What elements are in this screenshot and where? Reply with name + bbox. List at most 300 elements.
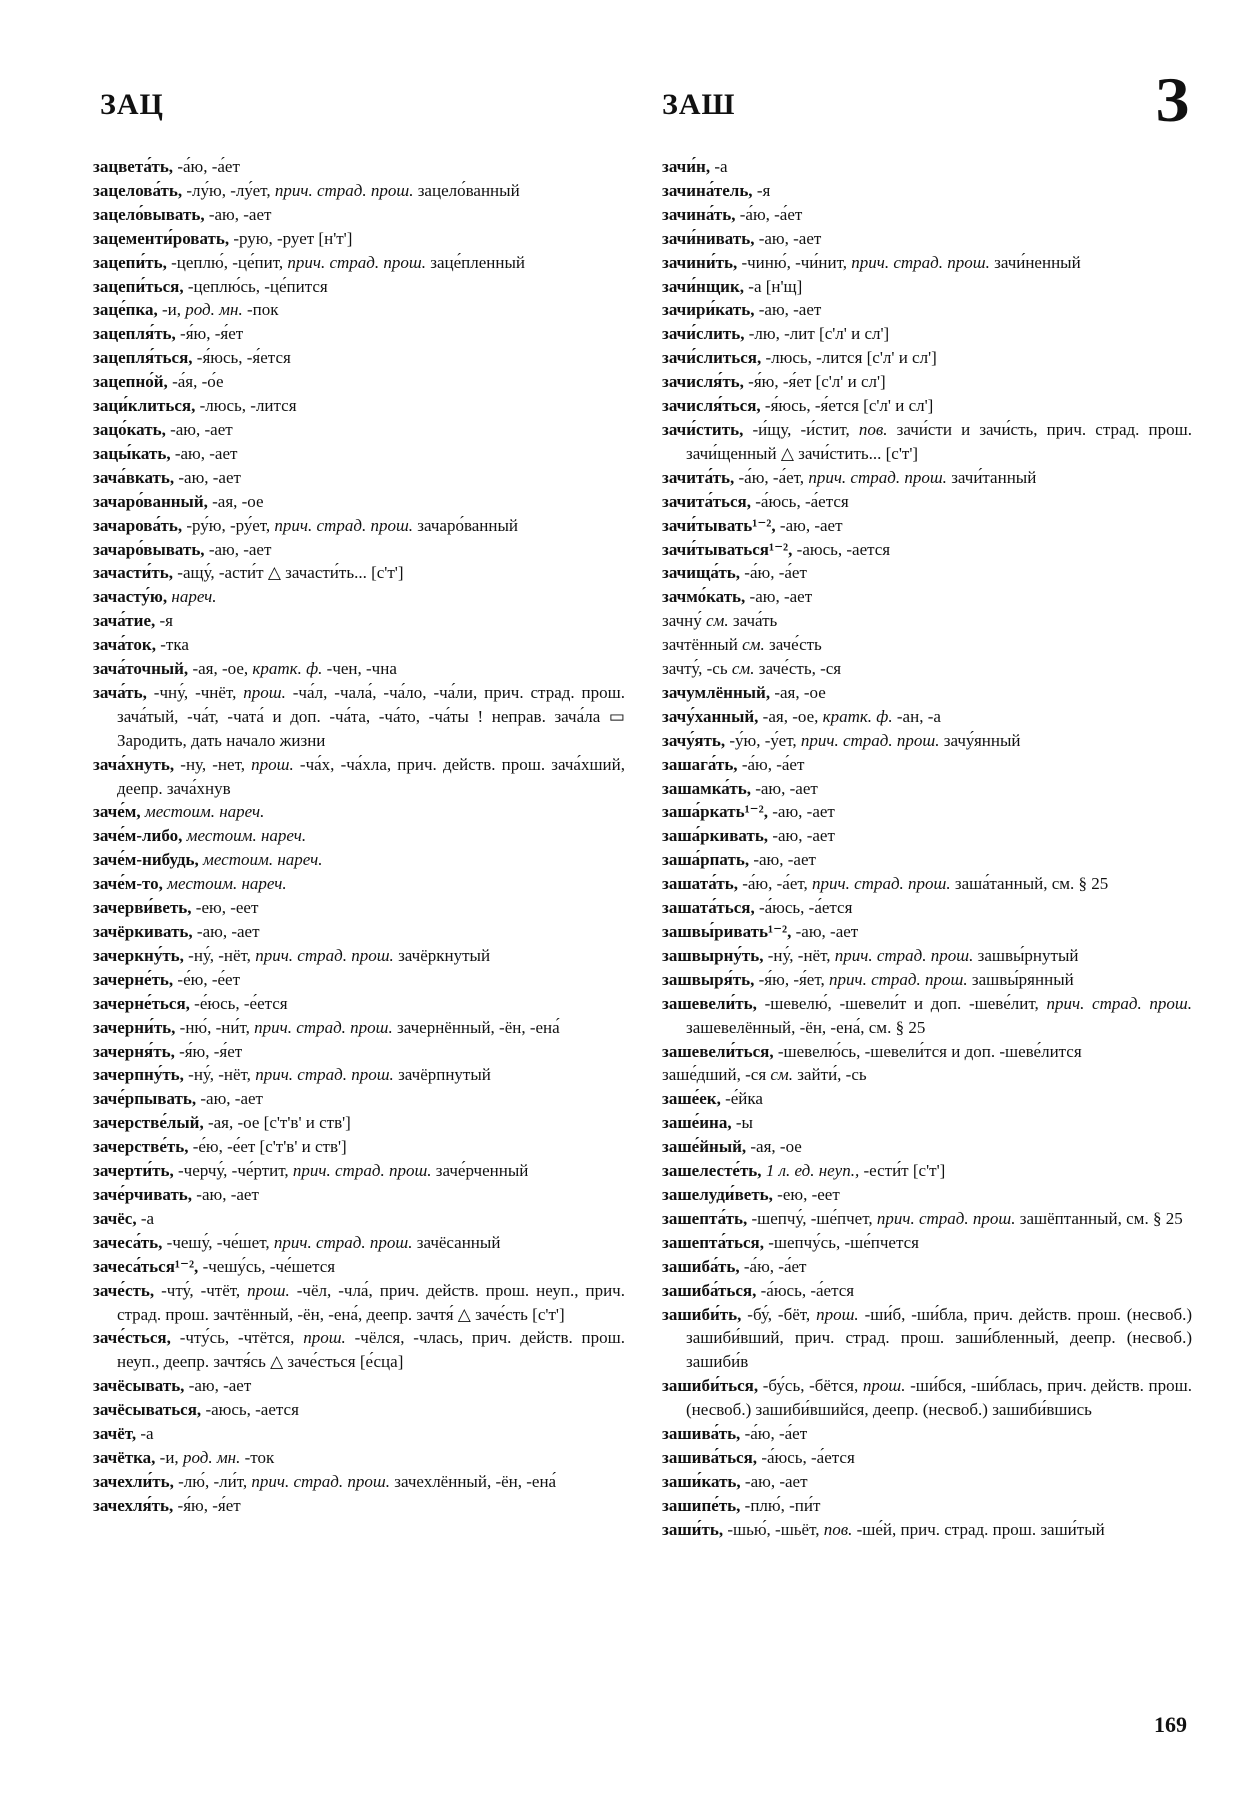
grammar-label: прич. страд. прош.: [1046, 993, 1192, 1013]
entry-forms: -аю, -ает: [750, 778, 818, 798]
headword: зачехли́ть,: [93, 1471, 174, 1491]
grammar-label: нареч.: [171, 587, 217, 607]
right-column: [662, 155, 1192, 1542]
entry-forms: -лю, -лит [с'л' и сл']: [744, 324, 890, 344]
dictionary-entry: [662, 1470, 1192, 1494]
entry-forms: -я́юсь, -я́ется: [192, 348, 291, 368]
headword: заче́м-либо,: [93, 826, 183, 846]
headword: зачасти́ть,: [93, 563, 174, 583]
entry-forms: -и́щу, -и́стит,: [743, 419, 859, 439]
headword: зашиба́ться,: [662, 1280, 757, 1300]
dictionary-entry: [662, 1374, 1192, 1422]
entry-forms: -е́йка: [720, 1089, 763, 1109]
grammar-label: род. мн.: [185, 300, 243, 320]
headword: заше́йный,: [662, 1137, 747, 1157]
dictionary-entry: [93, 896, 625, 920]
entry-forms-tail: зашевелённый, -ён, -ена́, см. § 25: [686, 1017, 926, 1037]
grammar-label: прич. страд. прош.: [274, 180, 414, 200]
entry-forms: зачтённый: [662, 635, 743, 655]
headword: зачерне́ть,: [93, 969, 174, 989]
headword: зачи́слиться,: [662, 348, 762, 368]
dictionary-entry: [662, 394, 1192, 418]
entry-forms-tail: заче́сть: [764, 635, 822, 655]
grammar-label: прич. страд. прош.: [255, 945, 394, 965]
entry-forms: зачну́: [662, 611, 706, 631]
entry-forms-tail: заче́рченный: [431, 1161, 529, 1181]
headword: зача́хнуть,: [93, 754, 175, 774]
dictionary-entry: [93, 992, 625, 1016]
entry-forms: -цеплю́, -це́пит,: [166, 252, 288, 272]
dictionary-entry: [662, 275, 1192, 299]
dictionary-entry: [93, 227, 625, 251]
entry-forms: -а: [710, 157, 728, 176]
headword: заша́рпать,: [662, 850, 750, 870]
dictionary-entry: [662, 848, 1192, 872]
entry-forms-tail: зачи́танный: [946, 467, 1037, 487]
dictionary-entry: [662, 753, 1192, 777]
entry-forms: -цеплю́сь, -це́пится: [183, 276, 328, 296]
dictionary-entry: [93, 1446, 625, 1470]
entry-forms-tail: -ток: [240, 1447, 275, 1467]
entry-forms: -аюсь, -ается: [792, 539, 891, 559]
headword: заша́ркать¹⁻²,: [662, 802, 768, 822]
headword: зашвырну́ть,: [662, 945, 764, 965]
dictionary-entry: [93, 1183, 625, 1207]
entry-forms: -шевелю́, -шевели́т и доп. -шеве́лит,: [756, 993, 1047, 1013]
entry-forms: -шепчу́, -ше́пчет,: [747, 1208, 877, 1228]
dictionary-entry: [93, 561, 625, 585]
grammar-label: прич. страд. прош.: [274, 515, 414, 535]
grammar-label: см.: [770, 1065, 794, 1085]
headword: заче́м-то,: [93, 874, 163, 894]
grammar-label: прош.: [251, 754, 294, 774]
grammar-label: прич. страд. прош.: [254, 1017, 393, 1037]
entry-forms-tail: -пок: [242, 300, 279, 320]
entry-forms: -а́ю, -а́ет: [740, 1424, 808, 1444]
entry-forms: -я́ю, -я́ет,: [754, 969, 829, 989]
grammar-label: прош.: [303, 1328, 346, 1348]
entry-forms: -а́ю, -а́ет: [740, 563, 807, 583]
dictionary-entry: [662, 1422, 1192, 1446]
headword: заче́сться,: [93, 1328, 171, 1348]
entry-forms: -аю, -ает: [196, 1089, 263, 1109]
entry-forms: -е́ю, -е́ет: [173, 969, 241, 989]
entry-forms: -аю, -ает: [204, 204, 272, 224]
entry-forms: -а: [136, 1424, 154, 1444]
entry-forms: -чешу́, -че́шет,: [162, 1232, 274, 1252]
grammar-label: см.: [731, 659, 755, 679]
dictionary-entry: [662, 944, 1192, 968]
headword: зачеса́ть,: [93, 1232, 163, 1252]
headword: зашамка́ть,: [662, 778, 751, 798]
headword: зачи́слить,: [662, 324, 745, 344]
dictionary-entry: [93, 968, 625, 992]
entry-forms: -шепчу́сь, -ше́пчется: [763, 1232, 919, 1252]
headword: зашелесте́ть,: [662, 1161, 762, 1181]
entry-forms: -аю, -ает: [740, 1471, 808, 1491]
entry-forms-tail: -ше́й, прич. страд. прош. заши́тый: [852, 1519, 1105, 1539]
entry-forms-tail: зачёрпнутый: [393, 1065, 491, 1085]
headword: зашата́ться,: [662, 898, 755, 918]
entry-forms: -аюсь, -ается: [201, 1400, 299, 1420]
entry-forms: -аю, -ает: [775, 515, 843, 535]
entry-forms-tail: зачернённый, -ён, -ена́: [392, 1017, 560, 1037]
headword: зашепта́ть,: [662, 1208, 748, 1228]
headword: зашива́ть,: [662, 1424, 741, 1444]
entry-forms: -лу́ю, -лу́ет,: [182, 180, 275, 200]
dictionary-entry: [662, 1494, 1192, 1518]
dictionary-entry: [93, 1159, 625, 1183]
dictionary-entry: [662, 872, 1192, 896]
entry-forms: -ну́, -нёт,: [183, 1065, 256, 1085]
entry-forms: -аю, -ает: [165, 419, 233, 439]
entry-forms: -е́ю, -е́ет [с'т'в' и ств']: [188, 1137, 347, 1157]
headword: зачина́тель,: [662, 180, 753, 200]
entry-forms: -плю́, -пи́т: [740, 1495, 821, 1515]
grammar-label: см.: [742, 635, 765, 655]
headword: зашвыря́ть,: [662, 969, 755, 989]
entry-forms-tail: зашвы́рнутый: [973, 945, 1079, 965]
entry-forms: -аю, -ает: [768, 802, 835, 822]
dictionary-entry: [93, 681, 625, 753]
headword: заши́ть,: [662, 1519, 724, 1539]
headword: зацепи́ть,: [93, 252, 167, 272]
headword: зачисля́ть,: [662, 372, 744, 392]
entry-forms: -а́ю, -а́ет: [173, 157, 240, 176]
entry-forms: -ру́ю, -ру́ет,: [182, 515, 275, 535]
entry-forms: -шью́, -шьёт,: [723, 1519, 824, 1539]
entry-forms-tail: -чёл, -чла́, прич. действ. прош. неуп., прич. страд. прош. зачтённый, -ён, -ена́, деепр. зачтя́ △ заче́сть [с'т']: [117, 1280, 625, 1324]
headword: зацепля́ться,: [93, 348, 193, 368]
dictionary-entry: [93, 346, 625, 370]
headword: зацелова́ть,: [93, 180, 183, 200]
entry-forms-tail: зашёптанный, см. § 25: [1015, 1208, 1183, 1228]
entry-forms: -ы: [731, 1113, 753, 1133]
headword: зашиба́ть,: [662, 1256, 740, 1276]
grammar-label: кратк. ф.: [822, 706, 893, 726]
dictionary-entry: [662, 179, 1192, 203]
headword: зацело́вывать,: [93, 204, 205, 224]
headword: заше́ек,: [662, 1089, 721, 1109]
headword: заче́рпывать,: [93, 1089, 197, 1109]
entry-forms: -а́юсь, -а́ется: [754, 898, 853, 918]
entry-forms: -ну́, -нёт,: [763, 945, 835, 965]
headword: зачёс,: [93, 1208, 137, 1228]
grammar-label: прич. страд. прош.: [808, 467, 947, 487]
headword: зачерне́ться,: [93, 993, 190, 1013]
entry-forms: -я́ю, -я́ет: [173, 1495, 241, 1515]
entry-forms: -аю, -ает: [749, 850, 816, 870]
dictionary-entry: [93, 514, 625, 538]
dictionary-entry: [93, 322, 625, 346]
entry-forms: -аю, -ает: [204, 539, 272, 559]
dictionary-entry: [93, 1279, 625, 1327]
headword: зачумлённый,: [662, 682, 771, 702]
headword: зачётка,: [93, 1447, 156, 1467]
entry-forms: -ею, -еет: [772, 1184, 840, 1204]
dictionary-entry: [93, 179, 625, 203]
entry-forms: -люсь, -лится: [195, 396, 297, 416]
entry-forms-tail: зайти́, -сь: [793, 1065, 867, 1085]
entry-forms: -ну́, -нёт,: [183, 945, 256, 965]
headword: зашага́ть,: [662, 754, 738, 774]
dictionary-entry: [662, 992, 1192, 1040]
dictionary-entry: [93, 1326, 625, 1374]
headword: зацепля́ть,: [93, 324, 176, 344]
dictionary-entry: [662, 729, 1192, 753]
dictionary-entry: [93, 800, 625, 824]
headword: зачи́нивать,: [662, 228, 755, 248]
entry-forms-tail: -ести́т [с'т']: [859, 1161, 946, 1181]
headword: зачи́нщик,: [662, 276, 745, 296]
headword: зачерви́веть,: [93, 898, 192, 918]
dictionary-entry: [662, 538, 1192, 562]
headword: заче́сть,: [93, 1280, 155, 1300]
dictionary-entry: [93, 203, 625, 227]
entry-forms: -я: [752, 180, 771, 200]
headword: зача́вкать,: [93, 467, 175, 487]
headword: зачита́ть,: [662, 467, 735, 487]
dictionary-entry: [93, 442, 625, 466]
entry-forms: -чту́, -чтёт,: [154, 1280, 248, 1300]
grammar-label: прич. страд. прош.: [851, 252, 990, 272]
headword: зачита́ться,: [662, 491, 751, 511]
entry-forms: -а́юсь, -а́ется: [750, 491, 849, 511]
dictionary-entry: [662, 561, 1192, 585]
dictionary-entry: [93, 394, 625, 418]
dictionary-entry: [662, 1063, 1192, 1087]
entry-forms: -бу́, -бёт,: [741, 1304, 817, 1324]
headword: заци́клиться,: [93, 396, 196, 416]
headword: зачерни́ть,: [93, 1017, 176, 1037]
entry-forms: -шевелю́сь, -шевели́тся и доп. -шеве́лится: [773, 1041, 1082, 1061]
headword: зачаро́вывать,: [93, 539, 205, 559]
entry-forms-tail: заце́пленный: [425, 252, 525, 272]
left-column: [93, 155, 625, 1518]
dictionary-entry: [93, 585, 625, 609]
headword: зачи́тывать¹⁻²,: [662, 515, 776, 535]
entry-forms-tail: -ши́бся, -ши́блась, прич. действ. прош. (несвоб.) зашиби́вшийся, деепр. (несвоб.) зашиби́вшись: [686, 1376, 1192, 1420]
dictionary-entry: [662, 1279, 1192, 1303]
dictionary-entry: [93, 538, 625, 562]
headword: зачеркну́ть,: [93, 945, 184, 965]
headword: зачу́ять,: [662, 730, 726, 750]
headword: зачи́стить,: [662, 419, 744, 439]
headword: зашиби́ться,: [662, 1376, 759, 1396]
grammar-label: прич. страд. прош.: [829, 969, 968, 989]
headword: зашелуди́веть,: [662, 1184, 773, 1204]
entry-forms: -а́ю, -а́ет: [737, 754, 805, 774]
grammar-label: местоим. нареч.: [186, 826, 307, 846]
entry-forms-tail: зацело́ванный: [413, 180, 520, 200]
grammar-label: местоим. нареч.: [167, 874, 287, 894]
dictionary-entry: [93, 1255, 625, 1279]
grammar-label: прич. страд. прош.: [287, 252, 426, 272]
entry-forms: -аю, -ает: [754, 228, 822, 248]
headword: зацвета́ть,: [93, 157, 174, 176]
entry-forms: -ая, -ое: [746, 1137, 802, 1157]
grammar-label: прич. страд. прош.: [255, 1065, 394, 1085]
headword: зашива́ться,: [662, 1447, 758, 1467]
entry-forms: -аю, -ает: [174, 467, 241, 487]
dictionary-entry: [93, 251, 625, 275]
grammar-label: см.: [705, 611, 729, 631]
headword: зашепта́ться,: [662, 1232, 764, 1252]
entry-forms: -а́юсь, -а́ется: [757, 1447, 855, 1467]
dictionary-entry: [662, 1183, 1192, 1207]
entry-forms: -аю, -ает: [754, 300, 822, 320]
dictionary-entry: [93, 155, 625, 179]
headword: заче́рчивать,: [93, 1184, 193, 1204]
dictionary-entry: [662, 418, 1192, 466]
dictionary-entry: [662, 1231, 1192, 1255]
headword: зачерстве́лый,: [93, 1113, 204, 1133]
dictionary-entry: [662, 155, 1192, 179]
entry-forms: -рую, -рует [н'т']: [229, 228, 353, 248]
entry-forms: -ая, -ое,: [758, 706, 823, 726]
entry-forms-tail: заша́танный, см. § 25: [950, 874, 1109, 894]
page-number: 169: [1154, 1712, 1187, 1737]
dictionary-entry: [662, 657, 1192, 681]
dictionary-entry: [662, 1087, 1192, 1111]
headword: зацементи́ровать,: [93, 228, 230, 248]
dictionary-entry: [93, 753, 625, 801]
dictionary-entry: [93, 1207, 625, 1231]
grammar-label: прич. страд. прош.: [812, 874, 951, 894]
entry-forms: -я́ю, -я́ет: [175, 324, 244, 344]
entry-forms: -аю, -ает: [184, 1376, 252, 1396]
entry-forms-tail: зачи́сти и зачи́сть, прич. страд. прош. зачи́щенный △ зачи́стить... [с'т']: [686, 419, 1192, 463]
headword: зацепи́ться,: [93, 276, 184, 296]
dictionary-entry: [662, 346, 1192, 370]
dictionary-entry: [662, 322, 1192, 346]
headword: зачмо́кать,: [662, 587, 746, 607]
dictionary-entry: [93, 275, 625, 299]
entry-forms: -а [н'щ]: [744, 276, 803, 296]
dictionary-entry: [662, 777, 1192, 801]
headword: зачи́н,: [662, 157, 711, 176]
entry-forms: -аю, -ает: [192, 922, 260, 941]
dictionary-entry: [662, 968, 1192, 992]
headword: заша́ркивать,: [662, 826, 769, 846]
headword: зачёсываться,: [93, 1400, 202, 1420]
dictionary-entry: [662, 203, 1192, 227]
headword: зача́ть,: [93, 682, 147, 702]
dictionary-entry: [93, 1111, 625, 1135]
running-header-right: ЗАШ: [662, 88, 736, 121]
dictionary-entry: [93, 1231, 625, 1255]
dictionary-entry: [662, 227, 1192, 251]
entry-forms: -я́ю, -я́ет [с'л' и сл']: [743, 372, 886, 392]
grammar-label: местоим. нареч.: [203, 850, 323, 870]
headword: зацо́кать,: [93, 419, 166, 439]
dictionary-entry: [662, 1446, 1192, 1470]
headword: зашевели́ть,: [662, 993, 757, 1013]
grammar-label: местоим. нареч.: [144, 802, 265, 822]
headword: зачёркивать,: [93, 922, 193, 941]
dictionary-entry: [93, 1087, 625, 1111]
dictionary-entry: [662, 1518, 1192, 1542]
headword: зачерстве́ть,: [93, 1137, 189, 1157]
entry-forms: -тка: [155, 635, 189, 655]
headword: заче́м,: [93, 802, 141, 822]
entry-forms-tail: зачёркнутый: [393, 945, 491, 965]
dictionary-entry: [93, 824, 625, 848]
entry-forms-tail: зачу́янный: [939, 730, 1021, 750]
headword: зачеса́ться¹⁻²,: [93, 1256, 199, 1276]
grammar-label: прич. страд. прош.: [251, 1471, 390, 1491]
entry-forms: зачту́, -сь: [662, 659, 732, 679]
headword: заши́кать,: [662, 1471, 741, 1491]
entry-forms-tail: зача́ть: [728, 611, 778, 631]
dictionary-entry: [93, 1040, 625, 1064]
entry-forms: -аю, -ает: [791, 922, 859, 941]
entry-forms: -а: [136, 1208, 155, 1228]
dictionary-entry: [93, 872, 625, 896]
headword: зашиби́ть,: [662, 1304, 742, 1324]
entry-forms: заше́дший, -ся: [662, 1065, 771, 1085]
grammar-label: род. мн.: [182, 1447, 241, 1467]
grammar-label: прош.: [243, 682, 286, 702]
grammar-label: прош.: [862, 1376, 906, 1396]
headword: зачаро́ванный,: [93, 491, 208, 511]
dictionary-entry: [662, 800, 1192, 824]
entry-forms-tail: зачехлённый, -ён, -ена́: [390, 1471, 557, 1491]
headword: зашевели́ться,: [662, 1041, 774, 1061]
dictionary-entry: [662, 298, 1192, 322]
entry-forms: -а́ю, -а́ет: [739, 1256, 807, 1276]
entry-forms: -ну, -нет,: [174, 754, 252, 774]
grammar-label: прич. страд. прош.: [834, 945, 974, 965]
headword: заце́пка,: [93, 300, 158, 320]
dictionary-entry: [662, 251, 1192, 275]
entry-forms: -черчу́, -че́ртит,: [173, 1161, 293, 1181]
dictionary-entry: [662, 1303, 1192, 1375]
dictionary-entry: [93, 657, 625, 681]
dictionary-entry: [93, 848, 625, 872]
headword: заче́м-нибудь,: [93, 850, 199, 870]
entry-forms: -е́юсь, -е́ется: [189, 993, 288, 1013]
entry-forms-tail: -ча́л, -чала́, -ча́ло, -ча́ли, прич. страд. прош. зача́тый, -ча́т, -чата́ и доп. -ча́та, -ча́то, -ча́ты ! неправ. зача́ла ▭ Зародить, дать начало жизни: [117, 682, 625, 750]
headword: зацепно́й,: [93, 372, 168, 392]
entry-forms: -ею, -еет: [191, 898, 259, 918]
entry-forms-tail: -ан, -а: [892, 706, 941, 726]
entry-forms: -чту́сь, -чтётся,: [170, 1328, 304, 1348]
headword: зачёт,: [93, 1424, 137, 1444]
entry-forms: -а́я, -о́е: [167, 372, 224, 392]
entry-forms: -у́ю, -у́ет,: [725, 730, 801, 750]
entry-forms: -аю, -ает: [768, 826, 835, 846]
dictionary-entry: [93, 370, 625, 394]
dictionary-entry: [93, 490, 625, 514]
dictionary-entry: [662, 466, 1192, 490]
entry-forms-tail: зачаро́ванный: [413, 515, 519, 535]
entry-forms: -чиню́, -чи́нит,: [737, 252, 852, 272]
grammar-label: прош.: [816, 1304, 859, 1324]
grammar-label: прич. страд. прош.: [292, 1161, 432, 1181]
entry-forms: -лю́, -ли́т,: [173, 1471, 252, 1491]
dictionary-entry: [93, 944, 625, 968]
dictionary-entry: [662, 896, 1192, 920]
dictionary-entry: [93, 418, 625, 442]
grammar-label: 1 л. ед. неуп.,: [765, 1161, 860, 1181]
dictionary-entry: [662, 705, 1192, 729]
grammar-label: прош.: [247, 1280, 290, 1300]
dictionary-entry: [93, 1398, 625, 1422]
running-header-left: ЗАЦ: [100, 88, 164, 121]
headword: зачерти́ть,: [93, 1161, 174, 1181]
entry-forms-tail: зашвы́рянный: [967, 969, 1074, 989]
